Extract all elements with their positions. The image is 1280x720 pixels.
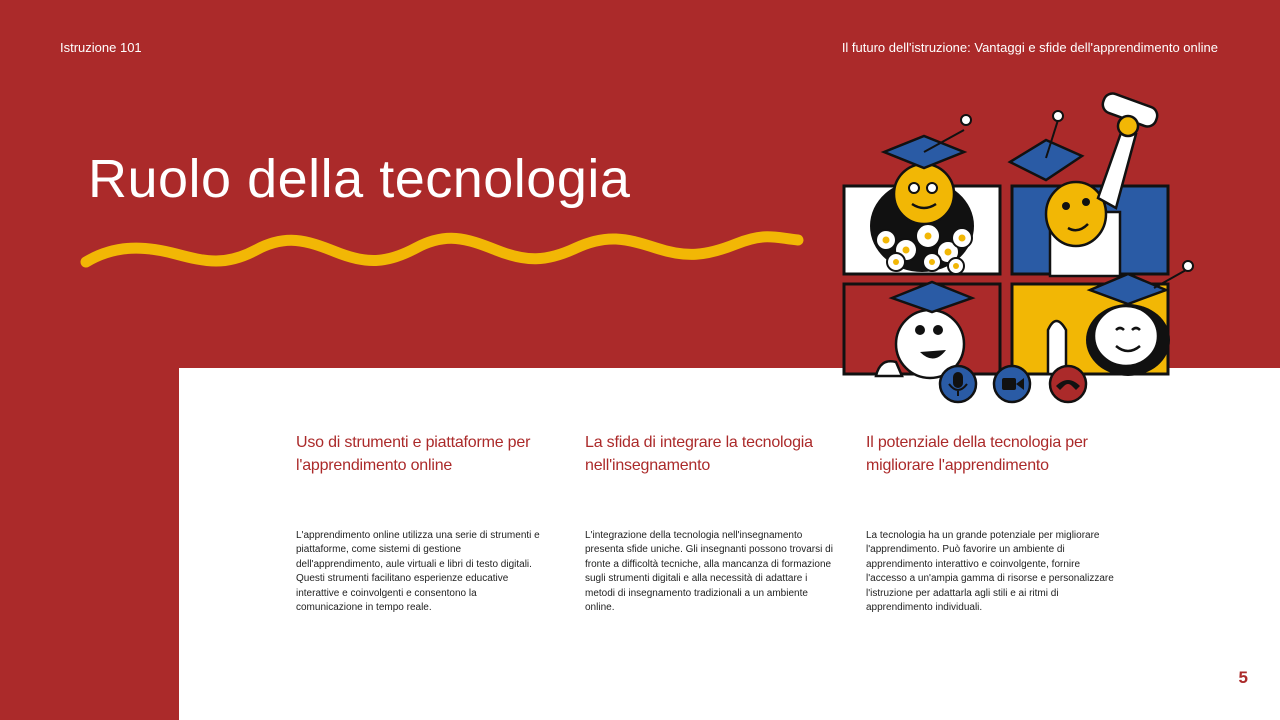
column-challenge xyxy=(585,431,835,614)
slide-title: Ruolo della tecnologia xyxy=(88,149,631,209)
deck-title: Il futuro dell'istruzione: Vantaggi e sfide dell'apprendimento online xyxy=(841,40,1218,55)
microphone-icon xyxy=(940,366,976,402)
column-potential xyxy=(866,431,1116,614)
column-body: L'apprendimento online utilizza una serie di strumenti e piattaforme, come sistemi di gestione dell'apprendimento, aule virtuali e libri di testo digitali. Questi strumenti facilitano esperienze educative interattive e coinvolgenti e consentono la comunicazione in tempo reale. xyxy=(296,530,540,614)
column-heading: Uso di strumenti e piattaforme per l'apprendimento online xyxy=(296,434,531,474)
brand-label: Istruzione 101 xyxy=(60,40,142,55)
column-heading: Il potenziale della tecnologia per migliorare l'apprendimento xyxy=(866,434,1088,474)
column-tools xyxy=(296,431,546,614)
column-body: L'integrazione della tecnologia nell'insegnamento presenta sfide uniche. Gli insegnanti possono trovarsi di fronte a difficoltà tecniche, alla mancanza di formazione sugli strumenti digitali e alla necessità di adattare i metodi di insegnamento tradizionali a un ambiente online. xyxy=(585,530,833,614)
yellow-squiggle-decoration xyxy=(76,226,808,276)
hang-up-icon xyxy=(1050,366,1086,402)
video-camera-icon xyxy=(994,366,1030,402)
column-heading: La sfida di integrare la tecnologia nell'insegnamento xyxy=(585,434,813,474)
video-call-graduates-illustration xyxy=(836,90,1216,410)
page-number: 5 xyxy=(1238,668,1248,687)
column-body: La tecnologia ha un grande potenziale per migliorare l'apprendimento. Può favorire un ambiente di apprendimento interattivo e coinvolgente, fornire l'accesso a un'ampia gamma di risorse e personalizzare l'istruzione per adattarla agli stili e ai ritmi di apprendimento individuali. xyxy=(866,530,1114,614)
